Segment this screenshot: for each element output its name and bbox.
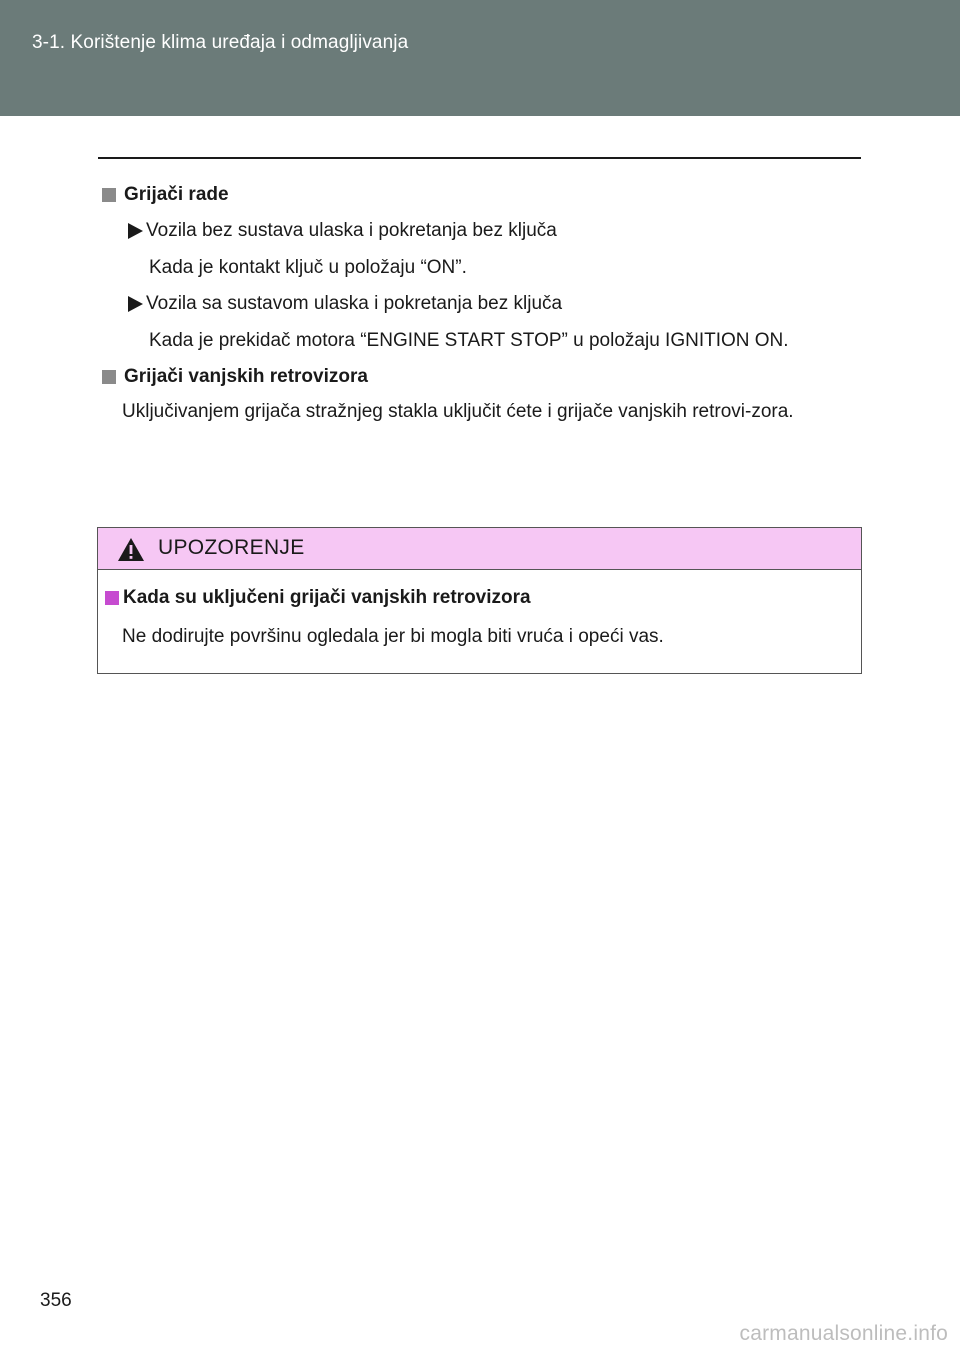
chapter-title: 3-1. Korištenje klima uređaja i odmagljivanja	[32, 32, 409, 53]
warning-triangle-icon	[117, 537, 145, 562]
triangle-pointer-icon	[128, 296, 143, 312]
variant-label: Vozila bez sustava ulaska i pokretanja bez ključa	[146, 220, 557, 241]
watermark: carmanualsonline.info	[739, 1322, 948, 1345]
section-divider	[98, 157, 861, 159]
section-heading-text: Grijači vanjskih retrovizora	[124, 366, 368, 387]
variant-item	[98, 218, 861, 244]
square-bullet-icon	[102, 370, 116, 384]
warning-title: UPOZORENJE	[158, 536, 305, 559]
square-bullet-icon	[102, 188, 116, 202]
variant-description: Kada je prekidač motora “ENGINE START STOP” u položaju IGNITION ON.	[149, 330, 789, 351]
section-heading-heaters	[98, 182, 861, 208]
warning-heading	[98, 585, 861, 611]
warning-heading-text: Kada su uključeni grijači vanjskih retrovizora	[123, 587, 531, 608]
warning-body	[98, 585, 861, 650]
warning-box	[97, 527, 862, 674]
warning-header	[98, 528, 861, 570]
triangle-pointer-icon	[128, 223, 143, 239]
square-bullet-icon	[105, 591, 119, 605]
page-number: 356	[40, 1290, 72, 1311]
warning-text: Ne dodirujte površinu ogledala jer bi mogla biti vruća i opeći vas.	[122, 626, 664, 647]
main-content	[98, 182, 861, 425]
variant-label: Vozila sa sustavom ulaska i pokretanja bez ključa	[146, 293, 563, 314]
chapter-header	[0, 0, 960, 116]
variant-description: Kada je kontakt ključ u položaju “ON”.	[149, 257, 467, 278]
section-heading-text: Grijači rade	[124, 184, 229, 205]
section-paragraph: Uključivanjem grijača stražnjeg stakla uključit ćete i grijače vanjskih retrovi-zora.	[122, 401, 794, 422]
section-heading-mirror-heaters	[98, 364, 861, 390]
variant-item	[98, 291, 861, 317]
